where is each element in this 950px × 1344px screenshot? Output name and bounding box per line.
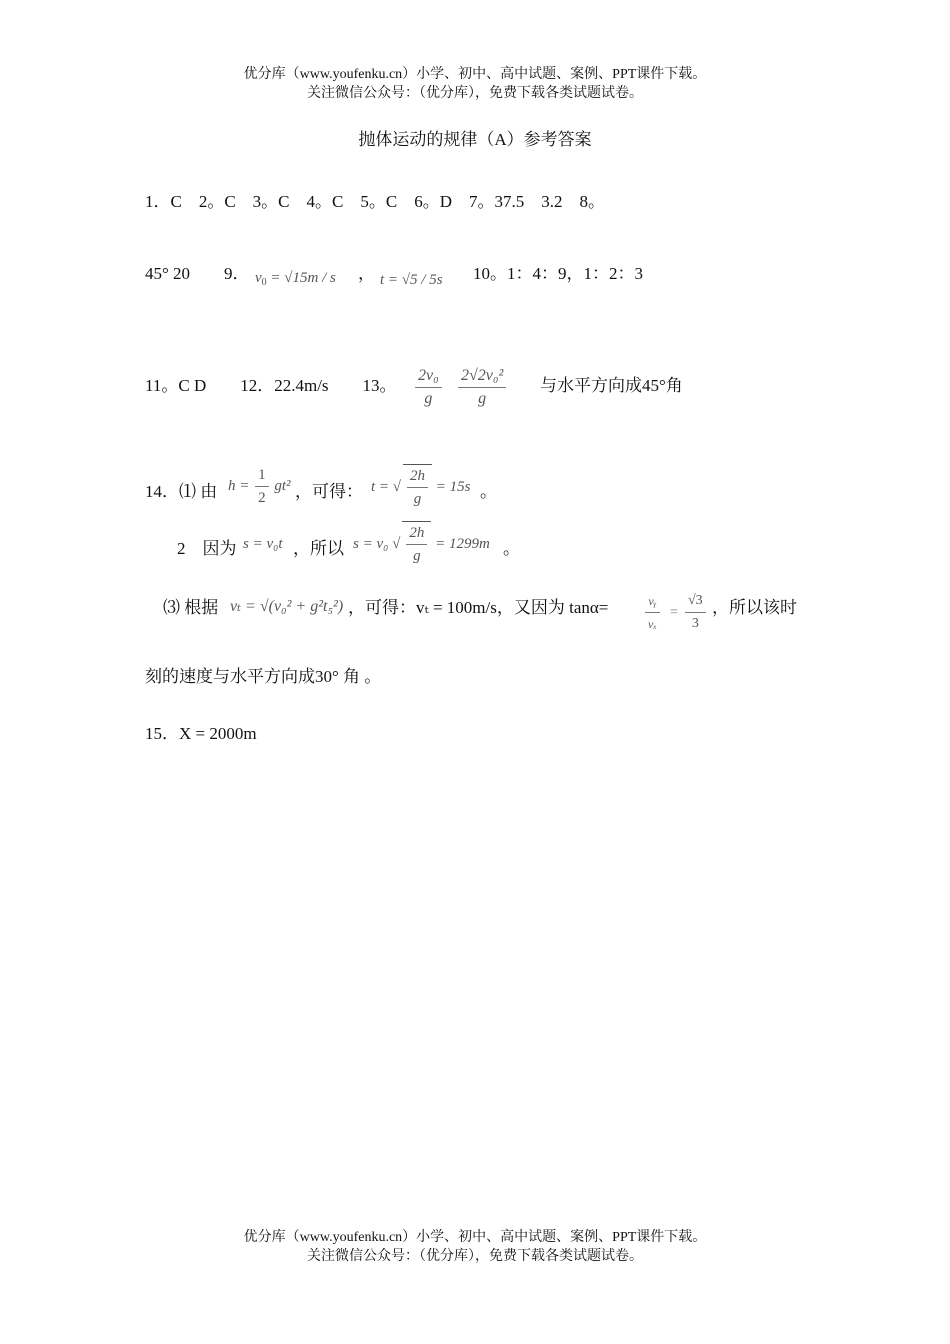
page-footer-line2: 关注微信公众号：（优分库），免费下载各类试题试卷。 [307, 1249, 643, 1264]
answer-14-3-speed-formula: vₜ = √(v₀² + g²t₅²) [230, 598, 344, 615]
answer-9-velocity: $v_0 = √15m / s$ [255, 270, 336, 288]
answer-14-2-label: 2 因为 [177, 539, 237, 558]
page-header-line1: 优分库（www.youfenku.cn）小学、初中、高中试题、案例、PPT课件下载。 [243, 67, 707, 82]
answer-15: 15．X = 2000m [145, 724, 257, 743]
page-footer-line1: 优分库（www.youfenku.cn）小学、初中、高中试题、案例、PPT课件下载。 [243, 1230, 707, 1245]
answer-14-1-time-formula: t = √ $\frac{2h}{g}$ = 15s [371, 464, 471, 510]
answer-13-fraction-2: $\frac{\text{2√2v₀²}}{g}$ [456, 365, 508, 410]
answer-9-comma: ， [358, 264, 375, 283]
answer-14-2-distance-formula: s = v₀t [243, 536, 283, 552]
page-title: 抛体运动的规律（A）参考答案 [358, 130, 592, 149]
answer-9-time: t = √5 / 5s [380, 272, 443, 288]
answer-14-2-result-formula: s = v₀ √ $\frac{2h}{g}$ = 1299m [353, 521, 490, 567]
answer-14-2-text: ，所以 [293, 539, 344, 558]
answer-14-1-text: ，可得： [295, 482, 363, 501]
answer-14-3-text: ，可得：vₜ = 100m/s，又因为 tanα= [348, 598, 609, 617]
answers-row-1: 1．C 2。C 3。C 4。C 5。C 6。D 7。37.5 3.2 8。 [145, 192, 605, 211]
page-header-line2: 关注微信公众号：（优分库），免费下载各类试题试卷。 [307, 86, 643, 101]
answer-10: 10。1：4：9，1：2：3 [473, 264, 643, 283]
answer-13-direction: 与水平方向成45°角 [540, 376, 683, 395]
answer-14-3-text-2: ，所以该时 [712, 598, 797, 617]
answer-8-9-label: 45° 20 9． [145, 264, 250, 283]
answer-14-3-label: ⑶ 根据 [163, 598, 219, 617]
answer-14-1-label: 14．⑴ 由 [145, 482, 218, 501]
answer-14-1-end: 。 [480, 482, 497, 501]
answer-14-3-tan-fraction: $\frac{\text{vᵧ}}{\text{vₓ}}$ [643, 590, 662, 635]
answer-13-fraction-1: $\frac{\text{2v₀}}{g}$ [413, 365, 444, 410]
answer-14-2-end: 。 [503, 539, 520, 558]
answer-14-1-formula: h = $\frac{1}{2}$ gt² [228, 464, 291, 509]
answers-row-2 [145, 259, 250, 284]
answers-row-3: 11。C D 12．22.4m/s 13。 [145, 376, 397, 395]
answer-14-3-root3-fraction: $\frac{√3}{3}$ [683, 590, 708, 635]
answer-14-3-line-2: 刻的速度与水平方向成30° 角 。 [145, 667, 382, 686]
answer-14-3-equals: = [670, 605, 678, 620]
